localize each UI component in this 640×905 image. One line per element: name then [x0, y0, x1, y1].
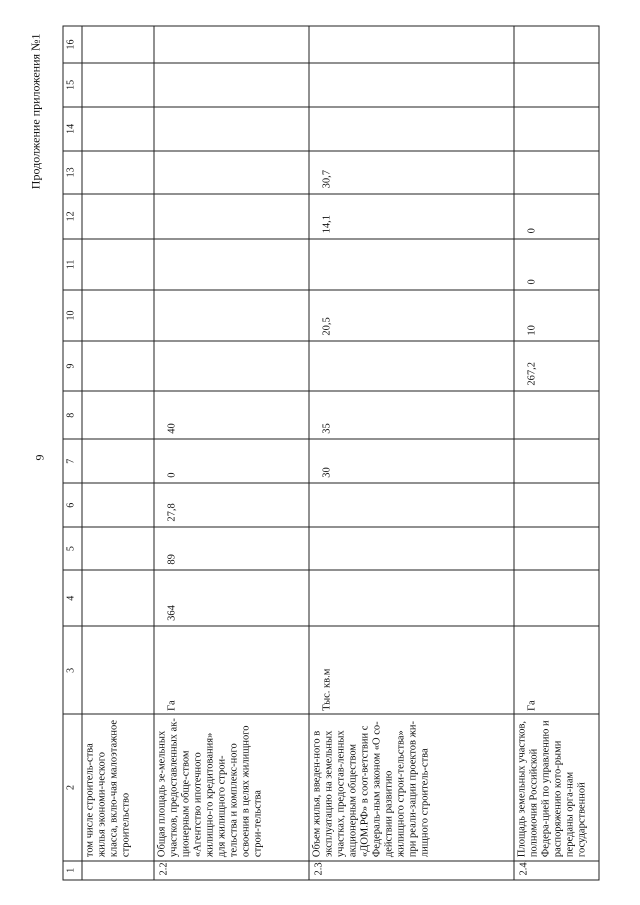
col-header: 4 [63, 570, 82, 626]
value-cell [309, 238, 514, 289]
value-cell [82, 289, 154, 340]
table-row [309, 26, 514, 880]
value-cell [309, 570, 514, 626]
value-cell [82, 106, 154, 150]
value-cell [82, 238, 154, 289]
col-header: 14 [63, 106, 82, 150]
unit-cell: Тыс. кв.м [309, 626, 514, 714]
value-cell [82, 26, 154, 63]
value-cell [514, 483, 599, 527]
value-cell [82, 341, 154, 391]
value-cell [82, 391, 154, 439]
table-row [514, 26, 599, 880]
indicator-description: Объем жилья, введен-ного в эксплуатацию на земельных участках, предостав-ленных акционерным обществом «ДОМ.РФ» в соот-ветствии с Федераль-ным законом «О со-действии развитию жилищного строи-тельства» при реали-зации проектов жи-лищного строитель-ства [309, 714, 514, 860]
col-header: 15 [63, 62, 82, 106]
col-header: 11 [63, 238, 82, 289]
col-header: 16 [63, 26, 82, 63]
value-cell [82, 150, 154, 193]
value-cell [309, 26, 514, 63]
value-cell: 89 [154, 527, 309, 570]
value-cell [309, 62, 514, 106]
value-cell [514, 150, 599, 193]
value-cell: 14,1 [309, 193, 514, 238]
indicator-description: Площадь земельных участков, полномочия Российской Федера-цией по управлению и распоряжению кото-рыми переданы орга-нам государственной [514, 714, 599, 860]
value-cell [514, 439, 599, 483]
unit-cell: Га [514, 626, 599, 714]
value-cell: 30 [309, 439, 514, 483]
table-row [82, 26, 154, 880]
value-cell [514, 391, 599, 439]
value-cell [154, 238, 309, 289]
header-row [63, 26, 82, 880]
value-cell [154, 341, 309, 391]
value-cell [309, 483, 514, 527]
col-header: 3 [63, 626, 82, 714]
value-cell [154, 193, 309, 238]
value-cell [154, 150, 309, 193]
col-header: 6 [63, 483, 82, 527]
row-number: 2.2. [154, 860, 309, 879]
value-cell [514, 106, 599, 150]
value-cell: 40 [154, 391, 309, 439]
value-cell [82, 62, 154, 106]
value-cell [514, 26, 599, 63]
col-header: 5 [63, 527, 82, 570]
value-cell: 0 [514, 193, 599, 238]
value-cell: 20,5 [309, 289, 514, 340]
value-cell [514, 570, 599, 626]
value-cell: 0 [514, 238, 599, 289]
value-cell [309, 527, 514, 570]
value-cell: 35 [309, 391, 514, 439]
value-cell: 267,2 [514, 341, 599, 391]
unit-cell [82, 626, 154, 714]
table-row [154, 26, 309, 880]
row-number [82, 860, 154, 879]
value-cell: 364 [154, 570, 309, 626]
indicator-description: том числе строитель-ства жилья экономи-ческого класса, вклю-чая малоэтажное строительство [82, 714, 154, 860]
value-cell [154, 289, 309, 340]
value-cell [154, 106, 309, 150]
data-table [62, 25, 599, 880]
continuation-title: Продолжение приложения №1 [28, 33, 42, 189]
col-header: 9 [63, 341, 82, 391]
col-header: 12 [63, 193, 82, 238]
value-cell [82, 527, 154, 570]
value-cell [514, 527, 599, 570]
value-cell: 10 [514, 289, 599, 340]
value-cell [82, 439, 154, 483]
col-header: 1 [63, 860, 82, 879]
value-cell [309, 341, 514, 391]
unit-cell: Га [154, 626, 309, 714]
col-header: 7 [63, 439, 82, 483]
col-header: 10 [63, 289, 82, 340]
value-cell: 27,8 [154, 483, 309, 527]
row-number: 2.3. [309, 860, 514, 879]
value-cell [82, 483, 154, 527]
row-number: 2.4. [514, 860, 599, 879]
rotated-page-content [20, 25, 620, 880]
value-cell [82, 193, 154, 238]
value-cell: 30,7 [309, 150, 514, 193]
value-cell [154, 62, 309, 106]
value-cell [309, 106, 514, 150]
value-cell [82, 570, 154, 626]
col-header: 2 [63, 714, 82, 860]
col-header: 8 [63, 391, 82, 439]
page-number: 9 [32, 454, 46, 460]
value-cell [514, 62, 599, 106]
col-header: 13 [63, 150, 82, 193]
value-cell: 0 [154, 439, 309, 483]
indicator-description: Общая площадь зе-мельных участков, предоставленных ак-ционерным обще-ством «Агентство ипотечного жилищно-го кредитования» для жилищного строи-тельства и комплекс-ного освоения в целях жилищного строи-тельства [154, 714, 309, 860]
value-cell [154, 26, 309, 63]
